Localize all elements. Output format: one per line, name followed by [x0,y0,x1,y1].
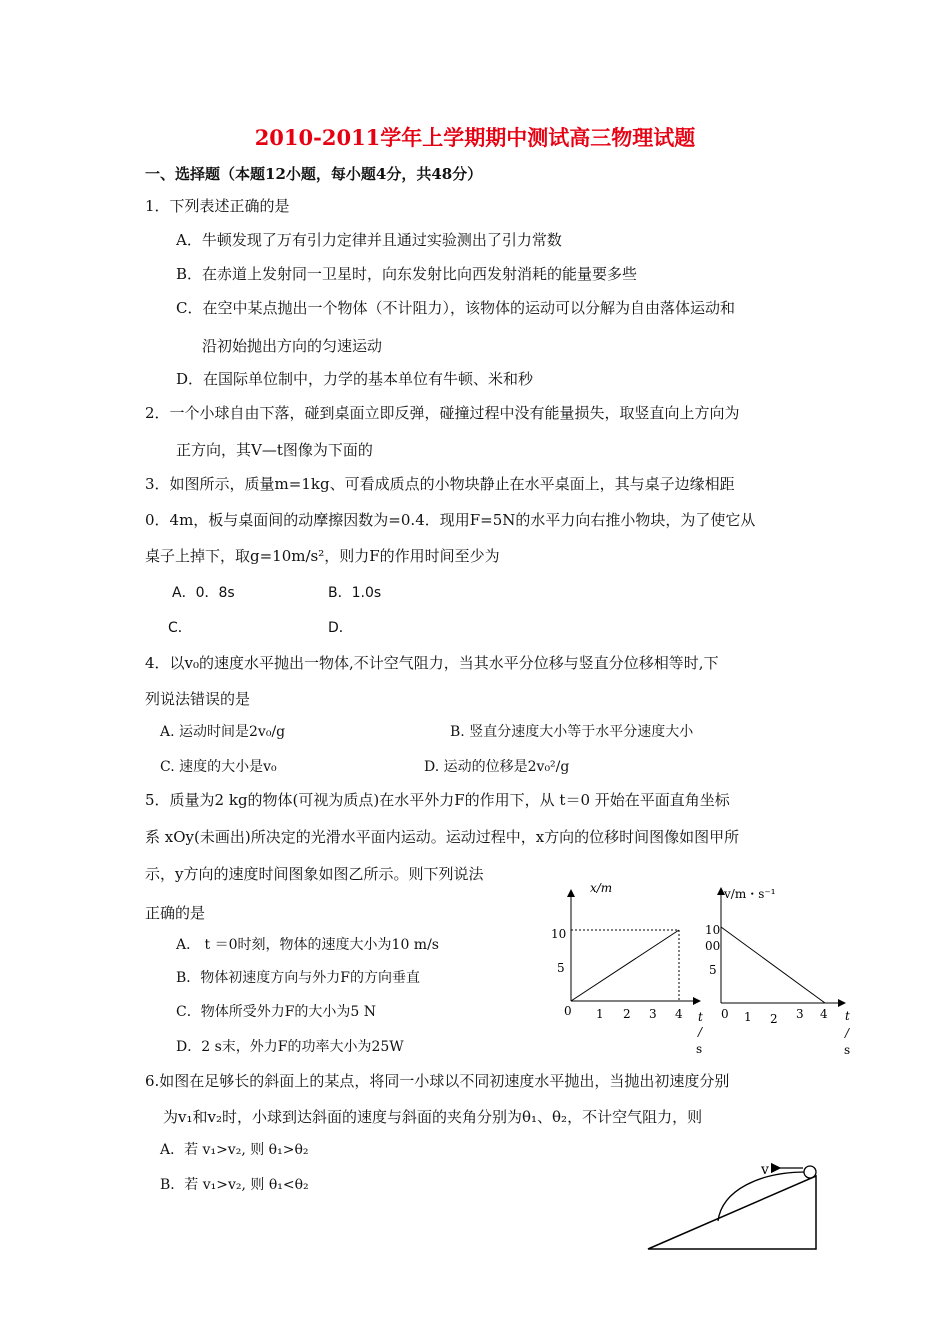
graph-x-t [540,876,710,1066]
question-4-stem: 4．以v₀的速度水平抛出一物体,不计空气阻力，当其水平分位移与竖直分位移相等时,下 [145,654,719,672]
question-3-option-c: C． [168,620,192,636]
x-tick-label: 4 [820,1007,828,1021]
slope-figure [640,1150,830,1254]
question-3-option-b: B．1.0s [328,585,382,601]
page-title: 2010-2011学年上学期期中测试高三物理试题 [254,125,696,150]
question-2-stem-continued: 正方向，其V—t图像为下面的 [176,441,373,459]
question-3-stem-line2: 0．4m，板与桌面间的动摩擦因数为=0.4．现用F=5N的水平力向右推小物块，为了使它从 [145,511,756,529]
question-2-stem: 2．一个小球自由下落，碰到桌面立即反弹，碰撞过程中没有能量损失，取竖直向上方向为 [145,404,740,422]
section-heading: 一、选择题（本题12小题，每小题4分，共48分） [145,165,483,183]
x-axis-label: s [844,1043,851,1057]
x-tick-label: 0 [721,1007,729,1021]
x-axis-label: t [698,1010,703,1024]
x-tick-label: 2 [770,1012,778,1026]
question-1-option-c: C．在空中某点抛出一个物体（不计阻力），该物体的运动可以分解为自由落体运动和 [176,299,735,317]
ball [804,1166,816,1178]
question-5-stem: 5．质量为2 kg的物体(可视为质点)在水平外力F的作用下，从 t＝0 开始在平面直角坐标 [145,791,730,809]
x-axis-label: t [845,1009,850,1023]
question-4-option-b: B. 竖直分速度大小等于水平分速度大小 [450,724,694,740]
x-axis-label: s [696,1042,703,1056]
question-4-option-a: A. 运动时间是2v₀/g [160,724,286,740]
y-tick-label: 5 [557,961,565,975]
data-line [721,927,825,1003]
x-axis-label: / [698,1025,703,1039]
x-tick-label: 4 [675,1007,683,1021]
question-5-option-d: D．2 s末，外力F的功率大小为25W [176,1039,404,1055]
question-4-option-d: D. 运动的位移是2v₀²/g [424,759,570,775]
question-6-option-b: B．若 v₁>v₂, 则 θ₁<θ₂ [160,1177,309,1193]
question-5-option-a: A． t ＝0时刻，物体的速度大小为10 m/s [176,937,439,953]
x-tick-label: 1 [744,1010,752,1024]
x-tick-label: 2 [623,1007,631,1021]
question-5-stem-line3: 示，y方向的速度时间图象如图乙所示。则下列说法 [145,865,484,883]
question-3-stem: 3．如图所示，质量m=1kg、可看成质点的小物块静止在水平桌面上，其与桌子边缘相距 [145,475,735,493]
question-4-option-c: C. 速度的大小是v₀ [160,759,277,775]
question-3-option-a: A．0．8s [172,585,235,601]
y-tick-label: 10 [551,927,567,941]
question-5-option-c: C．物体所受外力F的大小为5 N [176,1004,377,1020]
x-tick-label: 3 [796,1007,804,1021]
question-1-option-b: B．在赤道上发射同一卫星时，向东发射比向西发射消耗的能量要多些 [176,265,638,283]
question-3-option-d: D． [328,620,353,636]
x-axis-label: / [845,1026,850,1040]
question-6-stem-continued: 为v₁和v₂时，小球到达斜面的速度与斜面的夹角分别为θ₁、θ₂，不计空气阻力，则 [163,1108,703,1126]
y-tick-label: 5 [709,963,717,977]
velocity-label: v [761,1162,769,1178]
incline [648,1176,816,1249]
question-5-stem-line2: 系 xOy(未画出)所决定的光滑水平面内运动。运动过程中，x方向的位移时间图像如图甲所 [145,828,740,846]
x-tick-label: 3 [649,1007,657,1021]
graph-v-t [700,880,870,1066]
question-1-option-d: D．在国际单位制中，力学的基本单位有牛顿、米和秒 [176,370,534,388]
question-1-stem: 1．下列表述正确的是 [145,197,290,215]
y-axis-label: v/m・s⁻¹ [724,887,776,901]
question-5-stem-line4: 正确的是 [145,904,206,922]
x-tick-label: 0 [564,1004,572,1018]
y-axis-label: x/m [590,881,613,895]
y-tick-label: 00 [705,939,721,953]
question-3-stem-line3: 桌子上掉下，取g=10m/s²，则力F的作用时间至少为 [145,547,500,565]
question-6-stem: 6.如图在足够长的斜面上的某点，将同一小球以不同初速度水平抛出，当抛出初速度分别 [145,1072,730,1090]
x-tick-label: 1 [596,1007,604,1021]
question-5-option-b: B．物体初速度方向与外力F的方向垂直 [176,970,421,986]
question-6-option-a: A．若 v₁>v₂, 则 θ₁>θ₂ [160,1142,309,1158]
question-1-option-c-continued: 沿初始抛出方向的匀速运动 [202,337,383,355]
question-4-stem-continued: 列说法错误的是 [145,690,251,708]
data-line [571,930,679,1001]
y-tick-label: 10 [705,923,721,937]
question-1-option-a: A．牛顿发现了万有引力定律并且通过实验测出了引力常数 [176,231,562,249]
